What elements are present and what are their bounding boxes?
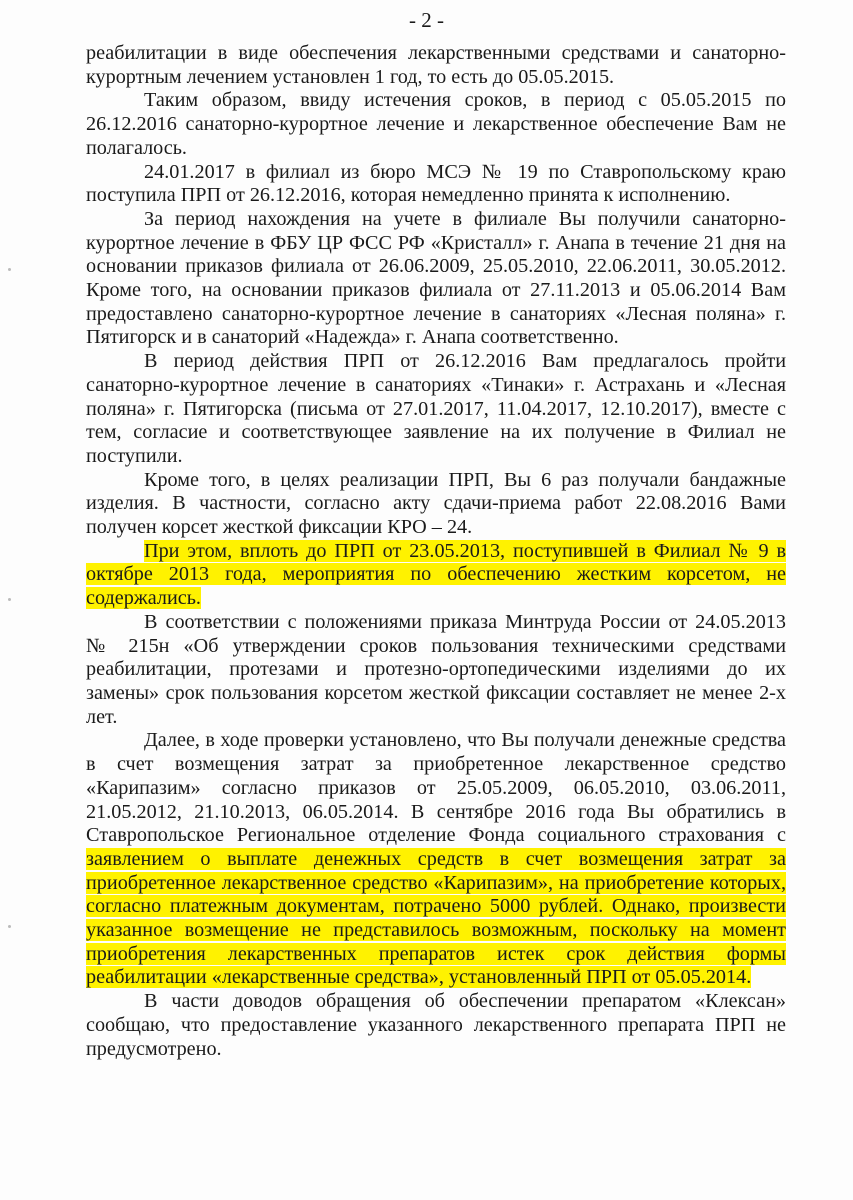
paragraph-8: В соответствии с положениями приказа Минтруда России от 24.05.2013 № 215н «Об утверждении сроков пользования техническими средствами реабилитации, протезами и протезно-ортопедическими изделиями до их замены» срок пользования корсетом жесткой фиксации составляет не менее 2-х лет. xyxy=(86,610,786,728)
paragraph-9 xyxy=(86,729,786,990)
plain-text: Далее, в ходе проверки установлено, что Вы получали денежные средства в счет возмещения затрат за приобретенное лекарственное средство «Карипазим» согласно приказов от 25.05.2009, 06.05.2010, 03.06.2011, 21.05.2012, 21.10.2013, 06.05.2014. В сентябре 2016 года Вы обратились в Ставропольское Региональное отделение Фонда социального страхования с xyxy=(86,729,786,847)
paragraph-3: 24.01.2017 в филиал из бюро МСЭ № 19 по Ставропольскому краю поступила ПРП от 26.12.2016, которая немедленно принята к исполнению. xyxy=(86,160,786,207)
paragraph-4: За период нахождения на учете в филиале Вы получили санаторно-курортное лечение в ФБУ ЦР ФСС РФ «Кристалл» г. Анапа в течение 21 дня на основании приказов филиала от 26.06.2009, 25.05.2010, 22.06.2011, 30.05.2012. Кроме того, на основании приказов филиала от 27.11.2013 и 05.06.2014 Вам предоставлено санаторно-курортное лечение в санаториях «Лесная поляна» г. Пятигорск и в санаторий «Надежда» г. Анапа соответственно. xyxy=(86,207,786,349)
paragraph-5: В период действия ПРП от 26.12.2016 Вам предлагалось пройти санаторно-курортное лечение в санаториях «Тинаки» г. Астрахань и «Лесная поляна» г. Пятигорска (письма от 27.01.2017, 11.04.2017, 12.10.2017), вместе с тем, согласие и соответствующее заявление на их получение в Филиал не поступили. xyxy=(86,350,786,467)
page-number: - 2 - xyxy=(409,8,444,32)
paragraph-2: Таким образом, ввиду истечения сроков, в период с 05.05.2015 по 26.12.2016 санаторно-курортное лечение и лекарственное обеспечение Вам не полагалось. xyxy=(86,89,786,159)
scan-dot xyxy=(8,268,11,271)
highlighted-text: заявлением о выплате денежных средств в счет возмещения затрат за приобретенное лекарственное средство «Карипазим», на приобретение которых, согласно платежным документам, потрачено 5000 рублей. Однако, произвести указанное возмещение не представилось возможным, поскольку на момент приобретения лекарственных препаратов истек срок действия формы реабилитации «лекарственные средства», установленный ПРП от 05.05.2014. xyxy=(86,847,786,989)
paragraph-10: В части доводов обращения об обеспечении препаратом «Клексан» сообщаю, что предоставление указанного лекарственного препарата ПРП не предусмотрено. xyxy=(86,990,786,1060)
scan-dot xyxy=(8,925,11,928)
highlighted-text: При этом, вплоть до ПРП от 23.05.2013, поступившей в Филиал № 9 в октябре 2013 года, мероприятия по обеспечению жестким корсетом, не содержались. xyxy=(86,539,786,610)
paragraph-6: Кроме того, в целях реализации ПРП, Вы 6 раз получали бандажные изделия. В частности, согласно акту сдачи-приема работ 22.08.2016 Вами получен корсет жесткой фиксации КРО – 24. xyxy=(86,468,786,539)
scan-dot xyxy=(8,598,11,601)
paragraph-7-highlighted xyxy=(86,540,786,611)
letter-body xyxy=(86,42,786,1061)
paragraph-1: реабилитации в виде обеспечения лекарственными средствами и санаторно-курортным лечением установлен 1 год, то есть до 05.05.2015. xyxy=(86,42,786,88)
